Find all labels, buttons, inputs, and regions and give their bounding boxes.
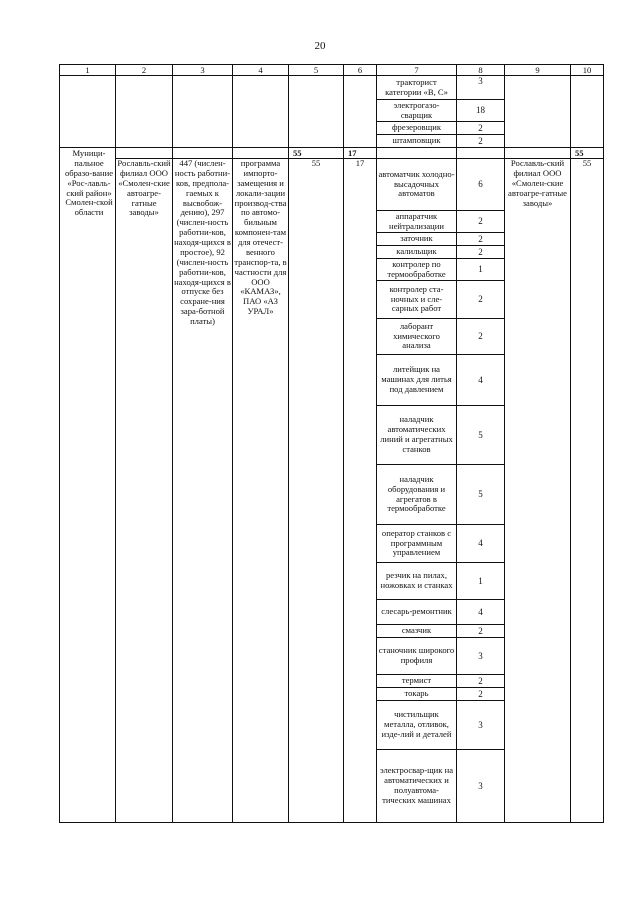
- c6-cell: 17: [344, 159, 377, 823]
- occupation-cell: электросвар-щик на автоматических и полуавтома-тических машинах: [377, 750, 457, 823]
- header-cell: 2: [116, 65, 173, 76]
- count-cell: 2: [457, 135, 505, 148]
- occupation-cell: контролер ста-ночных и сле-сарных работ: [377, 281, 457, 319]
- occupation-cell: наладчик автоматических линий и агрегатных станков: [377, 406, 457, 465]
- header-cell: 9: [505, 65, 571, 76]
- total-c10: 55: [571, 148, 604, 159]
- count-cell: 2: [457, 281, 505, 319]
- count-cell: 2: [457, 675, 505, 688]
- workers-cell: 447 (числен-ность работни-ков, предпола-гаемых к высвобож-дению), 297 (числен-ность работни-ков, находя-щихся в простое), 92 (числен-ность работни-ков, находя-щихся в отпуске без сохране-ния зара-ботной платы): [173, 159, 233, 823]
- employer-cell-9: Рославль-ский филиал ООО «Смолен-ские автоагре-гатные заводы»: [505, 159, 571, 823]
- occupation-cell: штамповщик: [377, 135, 457, 148]
- total-c6: 17: [344, 148, 377, 159]
- occupation-cell: контролер по термообработке: [377, 259, 457, 281]
- occupation-cell: фрезеровщик: [377, 122, 457, 135]
- count-cell: 2: [457, 688, 505, 701]
- occupation-cell: аппаратчик нейтрализации: [377, 211, 457, 233]
- occupation-cell: калильщик: [377, 246, 457, 259]
- count-cell: 3: [457, 701, 505, 750]
- count-cell: 3: [457, 76, 505, 100]
- count-cell: 2: [457, 246, 505, 259]
- occupation-cell: тракторист категории «В, С»: [377, 76, 457, 100]
- count-cell: 6: [457, 159, 505, 211]
- occupation-cell: оператор станков с программным управлением: [377, 525, 457, 563]
- count-cell: 4: [457, 600, 505, 625]
- header-cell: 6: [344, 65, 377, 76]
- count-cell: 1: [457, 259, 505, 281]
- occupation-cell: смазчик: [377, 625, 457, 638]
- count-cell: 4: [457, 525, 505, 563]
- count-cell: 1: [457, 563, 505, 600]
- municipality-cell: Муници-пальное образо-вание «Рос-лавль-ский район» Смолен-ской области: [60, 148, 116, 823]
- total-row: [60, 148, 604, 159]
- table-row: [60, 159, 604, 211]
- count-cell: 5: [457, 406, 505, 465]
- occupation-cell: чистильщик металла, отливок, изде-лий и деталей: [377, 701, 457, 750]
- header-cell: 5: [289, 65, 344, 76]
- header-cell: 10: [571, 65, 604, 76]
- occupation-cell: автоматчик холодно-высадочных автоматов: [377, 159, 457, 211]
- count-cell: 3: [457, 750, 505, 823]
- count-cell: 5: [457, 465, 505, 525]
- occupation-cell: литейщик на машинах для литья под давлением: [377, 355, 457, 406]
- occupation-cell: токарь: [377, 688, 457, 701]
- program-cell: программа импорто-замещения и локали-зации производ-ства по автомо-бильным компонен-там для отечест-венного транспор-та, в частности для ООО «КАМАЗ», ПАО «АЗ УРАЛ»: [233, 159, 289, 823]
- occupation-cell: наладчик оборудования и агрегатов в термообработке: [377, 465, 457, 525]
- count-cell: 4: [457, 355, 505, 406]
- occupation-cell: электрогазо-сварщик: [377, 100, 457, 122]
- header-cell: 1: [60, 65, 116, 76]
- header-row: [60, 65, 604, 76]
- occupation-cell: слесарь-ремонтник: [377, 600, 457, 625]
- count-cell: 2: [457, 122, 505, 135]
- count-cell: 18: [457, 100, 505, 122]
- table-row: [60, 76, 604, 100]
- header-cell: 8: [457, 65, 505, 76]
- count-cell: 2: [457, 211, 505, 233]
- header-cell: 4: [233, 65, 289, 76]
- count-cell: 2: [457, 625, 505, 638]
- header-cell: 3: [173, 65, 233, 76]
- total-c5: 55: [289, 148, 344, 159]
- count-cell: 3: [457, 638, 505, 675]
- occupation-cell: термист: [377, 675, 457, 688]
- count-cell: 2: [457, 319, 505, 355]
- occupation-cell: лаборант химического анализа: [377, 319, 457, 355]
- occupation-cell: резчик на пилах, ножовках и станках: [377, 563, 457, 600]
- count-cell: 2: [457, 233, 505, 246]
- header-cell: 7: [377, 65, 457, 76]
- c10-cell: 55: [571, 159, 604, 823]
- occupation-cell: заточник: [377, 233, 457, 246]
- employer-cell: Рославль-ский филиал ООО «Смолен-ские автоагре-гатные заводы»: [116, 159, 173, 823]
- c5-cell: 55: [289, 159, 344, 823]
- occupation-cell: станочник широкого профиля: [377, 638, 457, 675]
- workforce-table: [59, 64, 604, 823]
- page-number: 20: [314, 40, 326, 52]
